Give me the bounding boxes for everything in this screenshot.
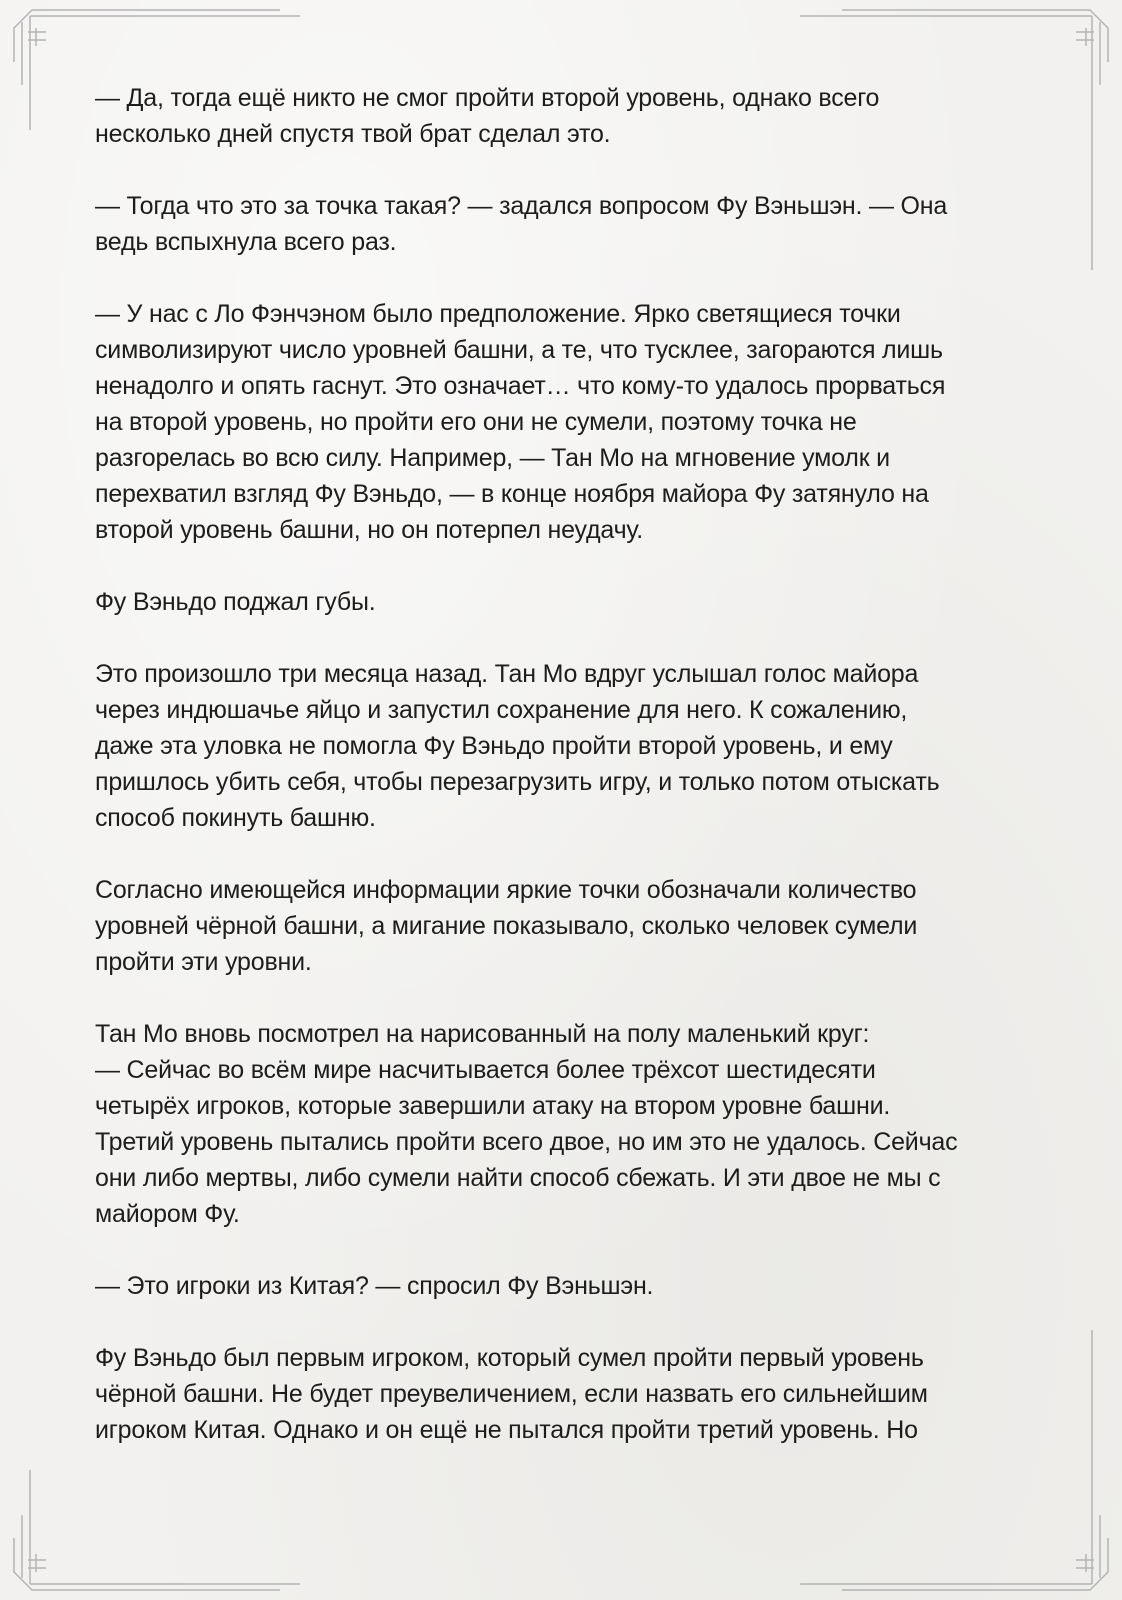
paragraph: — Это игроки из Китая? — спросил Фу Вэньшэн. [95,1272,654,1300]
frame-corner-top-right [1042,10,1108,270]
paragraph: Фу Вэньдо поджал губы. [95,588,376,616]
paragraph: Тан Мо вновь посмотрел на нарисованный на полу маленький круг: — Сейчас во всём мире насчитывается более трёхсот шестидесяти четырёх игроков, которые завершили атаку на втором уровне башни. Третий уровень пытались пройти всего двое, но им это не удалось. Сейчас они либо мертвы, либо сумели найти способ сбежать. И эти двое не мы с майором Фу. [95,1020,958,1228]
frame-corner-bottom-left [14,1470,80,1590]
paragraph: Это произошло три месяца назад. Тан Мо вдруг услышал голос майора через индюшачье яйцо и запустил сохранение для него. К сожалению, даже эта уловка не помогла Фу Вэньдо пройти второй уровень, и ему пришлось убить себя, чтобы перезагрузить игру, и только потом отыскать способ покинуть башню. [95,660,940,832]
paragraph: Согласно имеющейся информации яркие точки обозначали количество уровней чёрной башни, а мигание показывало, сколько человек сумели пройти эти уровни. [95,876,918,976]
paragraph: — Да, тогда ещё никто не смог пройти второй уровень, однако всего несколько дней спустя твой брат сделал это. [95,84,880,148]
frame-corner-bottom-right [1042,1330,1108,1590]
paragraph: — У нас с Ло Фэнчэном было предположение. Ярко светящиеся точки символизируют число уровней башни, а те, что тусклее, загораются лишь ненадолго и опять гаснут. Это означает… что кому-то удалось прорваться на второй уровень, но пройти его они не сумели, поэтому точка не разгорелась во всю силу. Например, — Тан Мо на мгновение умолк и перехватил взгляд Фу Вэньдо, — в конце ноября майора Фу затянуло на второй уровень башни, но он потерпел неудачу. [95,300,946,544]
paragraph: Фу Вэньдо был первым игроком, который сумел пройти первый уровень чёрной башни. Не будет преувеличением, если назвать его сильнейшим игроком Китая. Однако и он ещё не пытался пройти третий уровень. Но [95,1344,928,1444]
paragraph: — Тогда что это за точка такая? — задался вопросом Фу Вэньшэн. — Она ведь вспыхнула всего раз. [95,192,948,256]
text-body [95,80,1045,1484]
frame-corner-top-left [14,10,80,130]
